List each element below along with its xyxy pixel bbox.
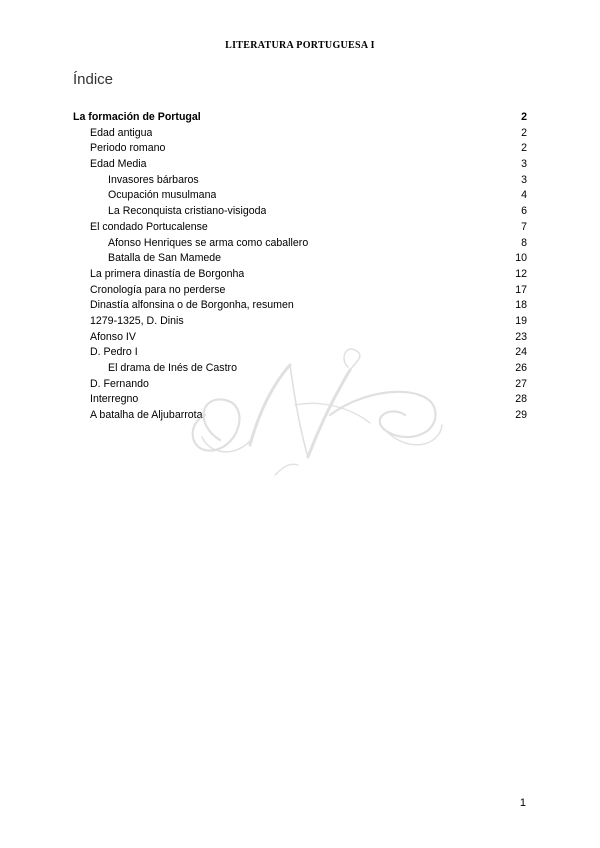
toc-entry-label: Dinastía alfonsina o de Borgonha, resumen bbox=[90, 299, 294, 312]
toc-entry-page: 24 bbox=[515, 346, 527, 359]
toc-entry-label: La primera dinastía de Borgonha bbox=[90, 267, 245, 280]
toc-entry[interactable] bbox=[73, 174, 527, 190]
calligraphic-monogram-icon bbox=[180, 345, 450, 480]
toc-entry[interactable] bbox=[73, 331, 527, 347]
toc-entry-label: Afonso IV bbox=[90, 330, 136, 343]
running-header: LITERATURA PORTUGUESA I bbox=[225, 40, 375, 51]
toc-entry-page: 23 bbox=[515, 330, 527, 343]
toc-entry-page: 26 bbox=[515, 362, 527, 374]
toc-entry-label: D. Fernando bbox=[90, 377, 149, 390]
toc-entry-label: Batalla de San Mamede bbox=[108, 252, 222, 265]
toc-entry[interactable] bbox=[73, 111, 527, 127]
toc-entry-page: 28 bbox=[515, 393, 527, 406]
toc-entry[interactable] bbox=[73, 284, 527, 300]
toc-entry-label: Ocupación musulmana bbox=[108, 189, 217, 202]
toc-entry[interactable] bbox=[73, 221, 527, 237]
toc-entry-label: Edad Media bbox=[90, 158, 147, 171]
toc-entry-label: El condado Portucalense bbox=[90, 220, 208, 233]
page-title: Índice bbox=[73, 71, 114, 88]
toc-entry-page: 7 bbox=[521, 220, 527, 233]
toc-entry-label: Interregno bbox=[90, 393, 139, 406]
toc-entry-label: Periodo romano bbox=[90, 142, 166, 155]
toc-entry[interactable] bbox=[73, 237, 527, 253]
toc-entry[interactable] bbox=[73, 189, 527, 205]
toc-entry-page: 2 bbox=[521, 111, 527, 123]
toc-entry[interactable] bbox=[73, 158, 527, 174]
toc-entry-label: La Reconquista cristiano-visigoda bbox=[108, 205, 267, 218]
toc-entry[interactable] bbox=[73, 205, 527, 221]
toc-entry[interactable] bbox=[73, 299, 527, 315]
toc-entry-page: 29 bbox=[515, 409, 527, 422]
toc-entry-label: Invasores bárbaros bbox=[108, 173, 199, 186]
page-number: 1 bbox=[519, 797, 526, 809]
toc-entry-label: La formación de Portugal bbox=[73, 111, 201, 123]
toc-entry-page: 3 bbox=[521, 173, 527, 186]
toc-entry[interactable] bbox=[73, 142, 527, 158]
toc-entry-label: A batalha de Aljubarrota bbox=[90, 409, 203, 422]
toc-entry-label: 1279-1325, D. Dinis bbox=[90, 314, 184, 327]
toc-entry-label: D. Pedro I bbox=[90, 346, 138, 359]
toc-entry-page: 27 bbox=[515, 377, 527, 390]
toc-entry-page: 4 bbox=[521, 189, 527, 202]
toc-entry[interactable] bbox=[73, 268, 527, 284]
toc-entry-page: 6 bbox=[521, 205, 527, 218]
toc-entry[interactable] bbox=[73, 127, 527, 143]
toc-entry-page: 3 bbox=[521, 158, 527, 171]
toc-entry-page: 8 bbox=[521, 236, 527, 249]
toc-entry-page: 2 bbox=[521, 126, 527, 139]
toc-entry-page: 17 bbox=[515, 283, 527, 296]
toc-entry-page: 10 bbox=[515, 252, 527, 265]
toc-entry[interactable] bbox=[73, 315, 527, 331]
toc-entry-page: 18 bbox=[515, 299, 527, 312]
toc-entry-label: El drama de Inés de Castro bbox=[108, 362, 237, 374]
toc-entry[interactable] bbox=[73, 252, 527, 268]
toc-entry-label: Afonso Henriques se arma como caballero bbox=[108, 236, 309, 249]
toc-entry-label: Cronología para no perderse bbox=[90, 283, 226, 296]
toc-entry-page: 12 bbox=[515, 267, 527, 280]
toc-entry-label: Edad antigua bbox=[90, 126, 153, 139]
toc-entry-page: 19 bbox=[515, 314, 527, 327]
toc-entry-page: 2 bbox=[521, 142, 527, 155]
